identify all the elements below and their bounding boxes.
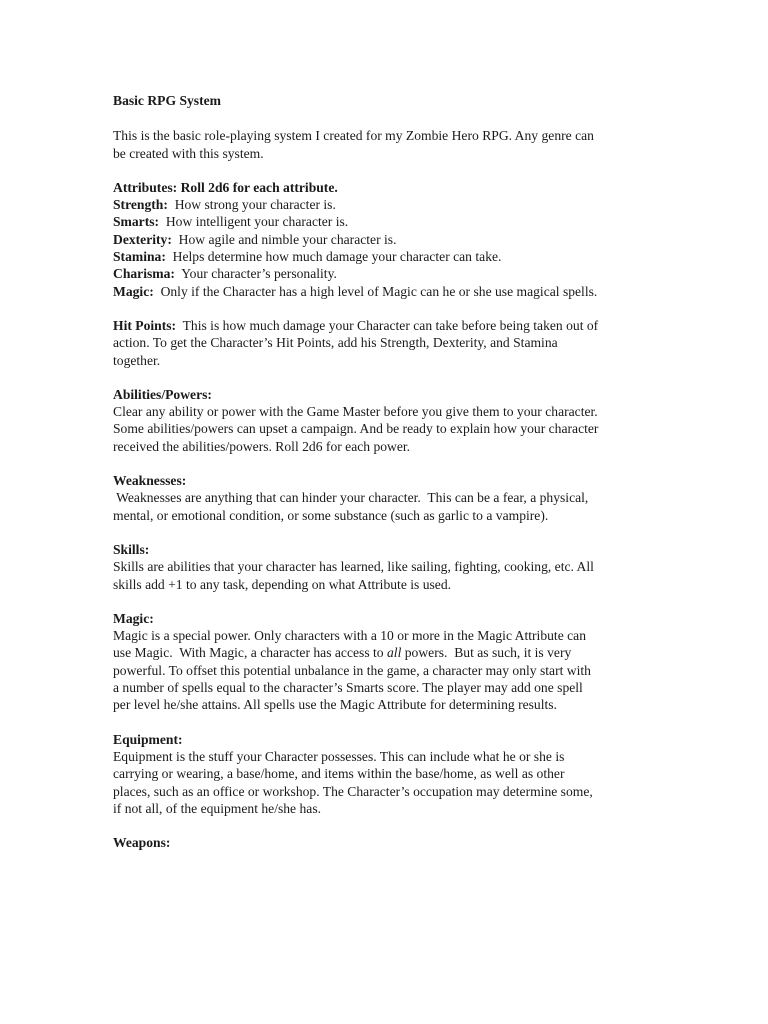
attribute-text: Your character’s personality. bbox=[174, 266, 337, 282]
attribute-label: Magic: bbox=[113, 283, 154, 299]
magic-heading: Magic: bbox=[113, 610, 154, 626]
attribute-text: How intelligent your character is. bbox=[159, 214, 349, 230]
intro-line: This is the basic role-playing system I created for my Zombie Hero RPG. Any genre can bbox=[113, 128, 594, 144]
weapons-section bbox=[113, 834, 658, 851]
hit-points-line bbox=[113, 317, 658, 334]
intro-paragraph bbox=[113, 127, 658, 162]
attribute-label: Dexterity: bbox=[113, 231, 172, 247]
weaknesses-line: Weaknesses are anything that can hinder your character. This can be a fear, a physical, bbox=[113, 490, 589, 506]
abilities-line: received the abilities/powers. Roll 2d6 for each power. bbox=[113, 438, 411, 454]
attributes-heading: Attributes: Roll 2d6 for each attribute. bbox=[113, 179, 338, 195]
abilities-line: Clear any ability or power with the Game Master before you give them to your character. bbox=[113, 404, 598, 420]
hit-points-line: action. To get the Character’s Hit Points, add his Strength, Dexterity, and Stamina bbox=[113, 335, 558, 351]
magic-line bbox=[113, 644, 658, 661]
weaknesses-section bbox=[113, 472, 658, 524]
abilities-section bbox=[113, 386, 658, 455]
hit-points-label: Hit Points: bbox=[113, 317, 177, 333]
attribute-label: Stamina: bbox=[113, 249, 166, 265]
skills-line: Skills are abilities that your character has learned, like sailing, fighting, cooking, etc. All bbox=[113, 559, 594, 575]
attribute-smarts bbox=[113, 213, 658, 230]
intro-line: be created with this system. bbox=[113, 145, 264, 161]
skills-heading: Skills: bbox=[113, 541, 150, 557]
attribute-text: How agile and nimble your character is. bbox=[171, 231, 397, 247]
magic-line: powerful. To offset this potential unbalance in the game, a character may only start with bbox=[113, 662, 591, 678]
attribute-dexterity bbox=[113, 231, 658, 248]
weapons-heading: Weapons: bbox=[113, 835, 171, 851]
magic-line: Magic is a special power. Only characters with a 10 or more in the Magic Attribute can bbox=[113, 628, 586, 644]
weaknesses-line: mental, or emotional condition, or some substance (such as garlic to a vampire). bbox=[113, 507, 549, 523]
abilities-heading: Abilities/Powers: bbox=[113, 386, 212, 402]
attribute-magic bbox=[113, 283, 658, 300]
attribute-charisma bbox=[113, 265, 658, 282]
attribute-stamina bbox=[113, 248, 658, 265]
hit-points-text: This is how much damage your Character can take before being taken out of bbox=[176, 317, 599, 333]
document-page bbox=[113, 92, 658, 868]
equipment-line: carrying or wearing, a base/home, and items within the base/home, as well as other bbox=[113, 766, 565, 782]
magic-line: a number of spells equal to the character’s Smarts score. The player may add one spell bbox=[113, 680, 583, 696]
attribute-text: How strong your character is. bbox=[167, 197, 336, 213]
magic-emphasis: all bbox=[387, 645, 402, 661]
magic-text: use Magic. With Magic, a character has access to bbox=[113, 645, 387, 661]
equipment-section bbox=[113, 731, 658, 817]
skills-line: skills add +1 to any task, depending on what Attribute is used. bbox=[113, 576, 452, 592]
equipment-line: places, such as an office or workshop. The Character’s occupation may determine some, bbox=[113, 783, 593, 799]
attribute-label: Charisma: bbox=[113, 266, 175, 282]
abilities-line: Some abilities/powers can upset a campaign. And be ready to explain how your character bbox=[113, 421, 599, 437]
attribute-strength bbox=[113, 196, 658, 213]
hit-points-section bbox=[113, 317, 658, 369]
skills-section bbox=[113, 541, 658, 593]
attribute-label: Smarts: bbox=[113, 214, 160, 230]
magic-line: per level he/she attains. All spells use the Magic Attribute for determining results. bbox=[113, 697, 557, 713]
equipment-heading: Equipment: bbox=[113, 731, 183, 747]
hit-points-line: together. bbox=[113, 352, 161, 368]
attribute-label: Strength: bbox=[113, 197, 168, 213]
attribute-text: Only if the Character has a high level of Magic can he or she use magical spells. bbox=[153, 283, 598, 299]
attribute-text: Helps determine how much damage your character can take. bbox=[165, 249, 502, 265]
magic-text: powers. But as such, it is very bbox=[401, 645, 572, 661]
document-title: Basic RPG System bbox=[113, 93, 221, 108]
equipment-line: Equipment is the stuff your Character possesses. This can include what he or she is bbox=[113, 748, 565, 764]
weaknesses-heading: Weaknesses: bbox=[113, 473, 187, 489]
magic-section bbox=[113, 610, 658, 714]
attributes-section bbox=[113, 179, 658, 300]
equipment-line: if not all, of the equipment he/she has. bbox=[113, 800, 322, 816]
